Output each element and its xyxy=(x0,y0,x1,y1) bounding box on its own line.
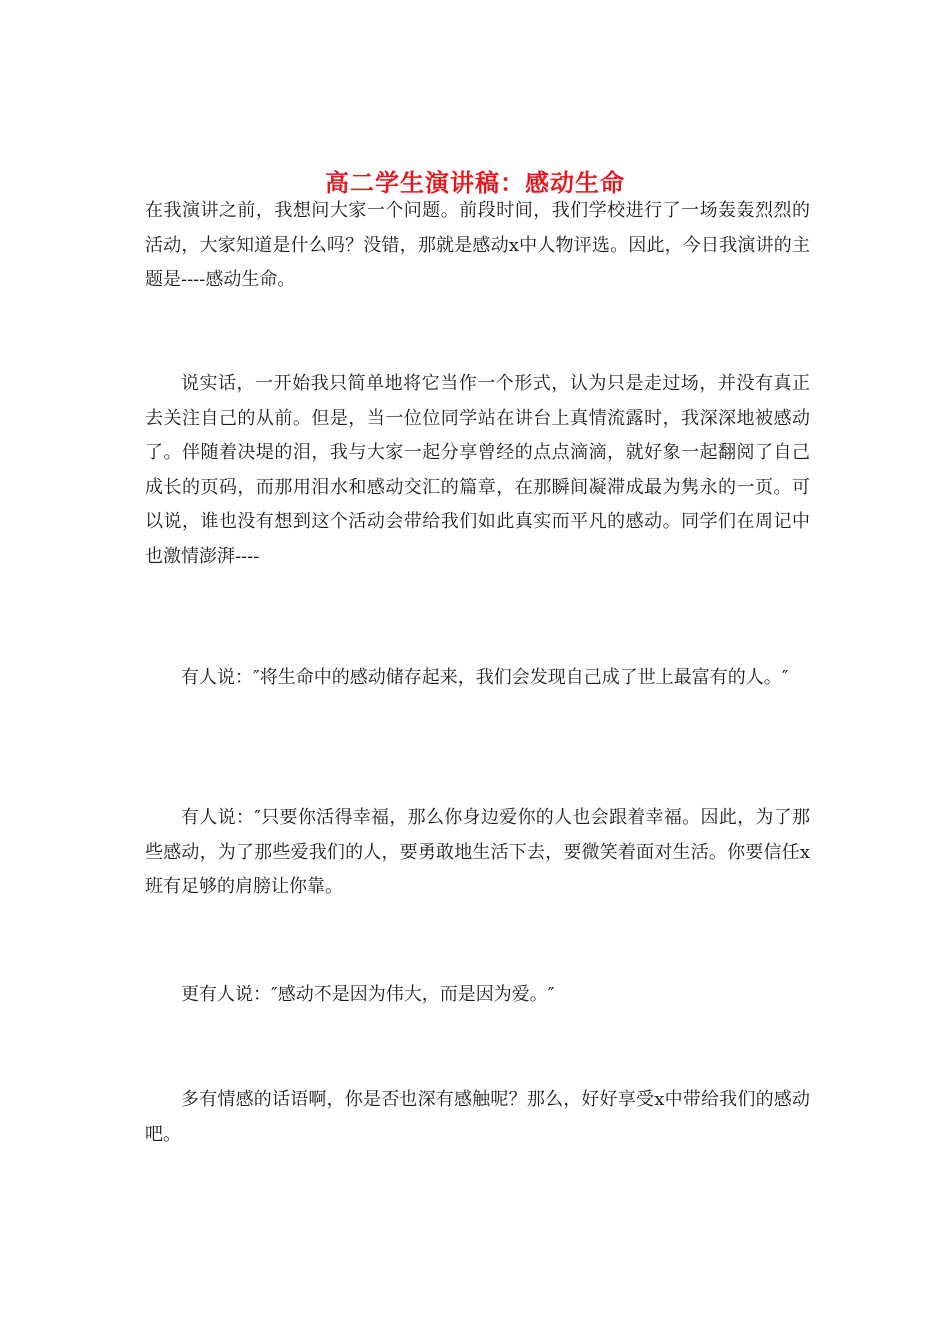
document-title: 高二学生演讲稿：感动生命 xyxy=(325,168,625,198)
paragraph-quote-3: 更有人说：″感动不是因为伟大，而是因为爱。″ xyxy=(181,984,555,1005)
paragraph-body-1: 说实话，一开始我只简单地将它当作一个形式，认为只是走过场，并没有真正去关注自己的从前。但是，当一位位同学站在讲台上真情流露时，我深深地被感动了。伴随着决堤的泪，我与大家一起分享曾经的点点滴滴，就好象一起翻阅了自己成长的页码，而那用泪水和感动交汇的篇章，在那瞬间凝滞成最为隽永的一页。可以说，谁也没有想到这个活动会带给我们如此真实而平凡的感动。同学们在周记中也激情澎湃---- xyxy=(145,373,810,567)
paragraph-intro: 在我演讲之前，我想问大家一个问题。前段时间，我们学校进行了一场轰轰烈烈的活动，大家知道是什么吗？没错，那就是感动x中人物评选。因此，今日我演讲的主题是----感动生命。 xyxy=(145,200,810,290)
paragraph-conclusion: 多有情感的话语啊，你是否也深有感触呢？那么，好好享受x中带给我们的感动吧。 xyxy=(145,1089,810,1145)
paragraph-quote-2: 有人说：″只要你活得幸福，那么你身边爱你的人也会跟着幸福。因此，为了那些感动，为了那些爱我们的人，要勇敢地生活下去，要微笑着面对生活。你要信任x班有足够的肩膀让你靠。 xyxy=(145,807,810,897)
paragraph-quote-1: 有人说：″将生命中的感动储存起来，我们会发现自己成了世上最富有的人。″ xyxy=(181,667,789,688)
